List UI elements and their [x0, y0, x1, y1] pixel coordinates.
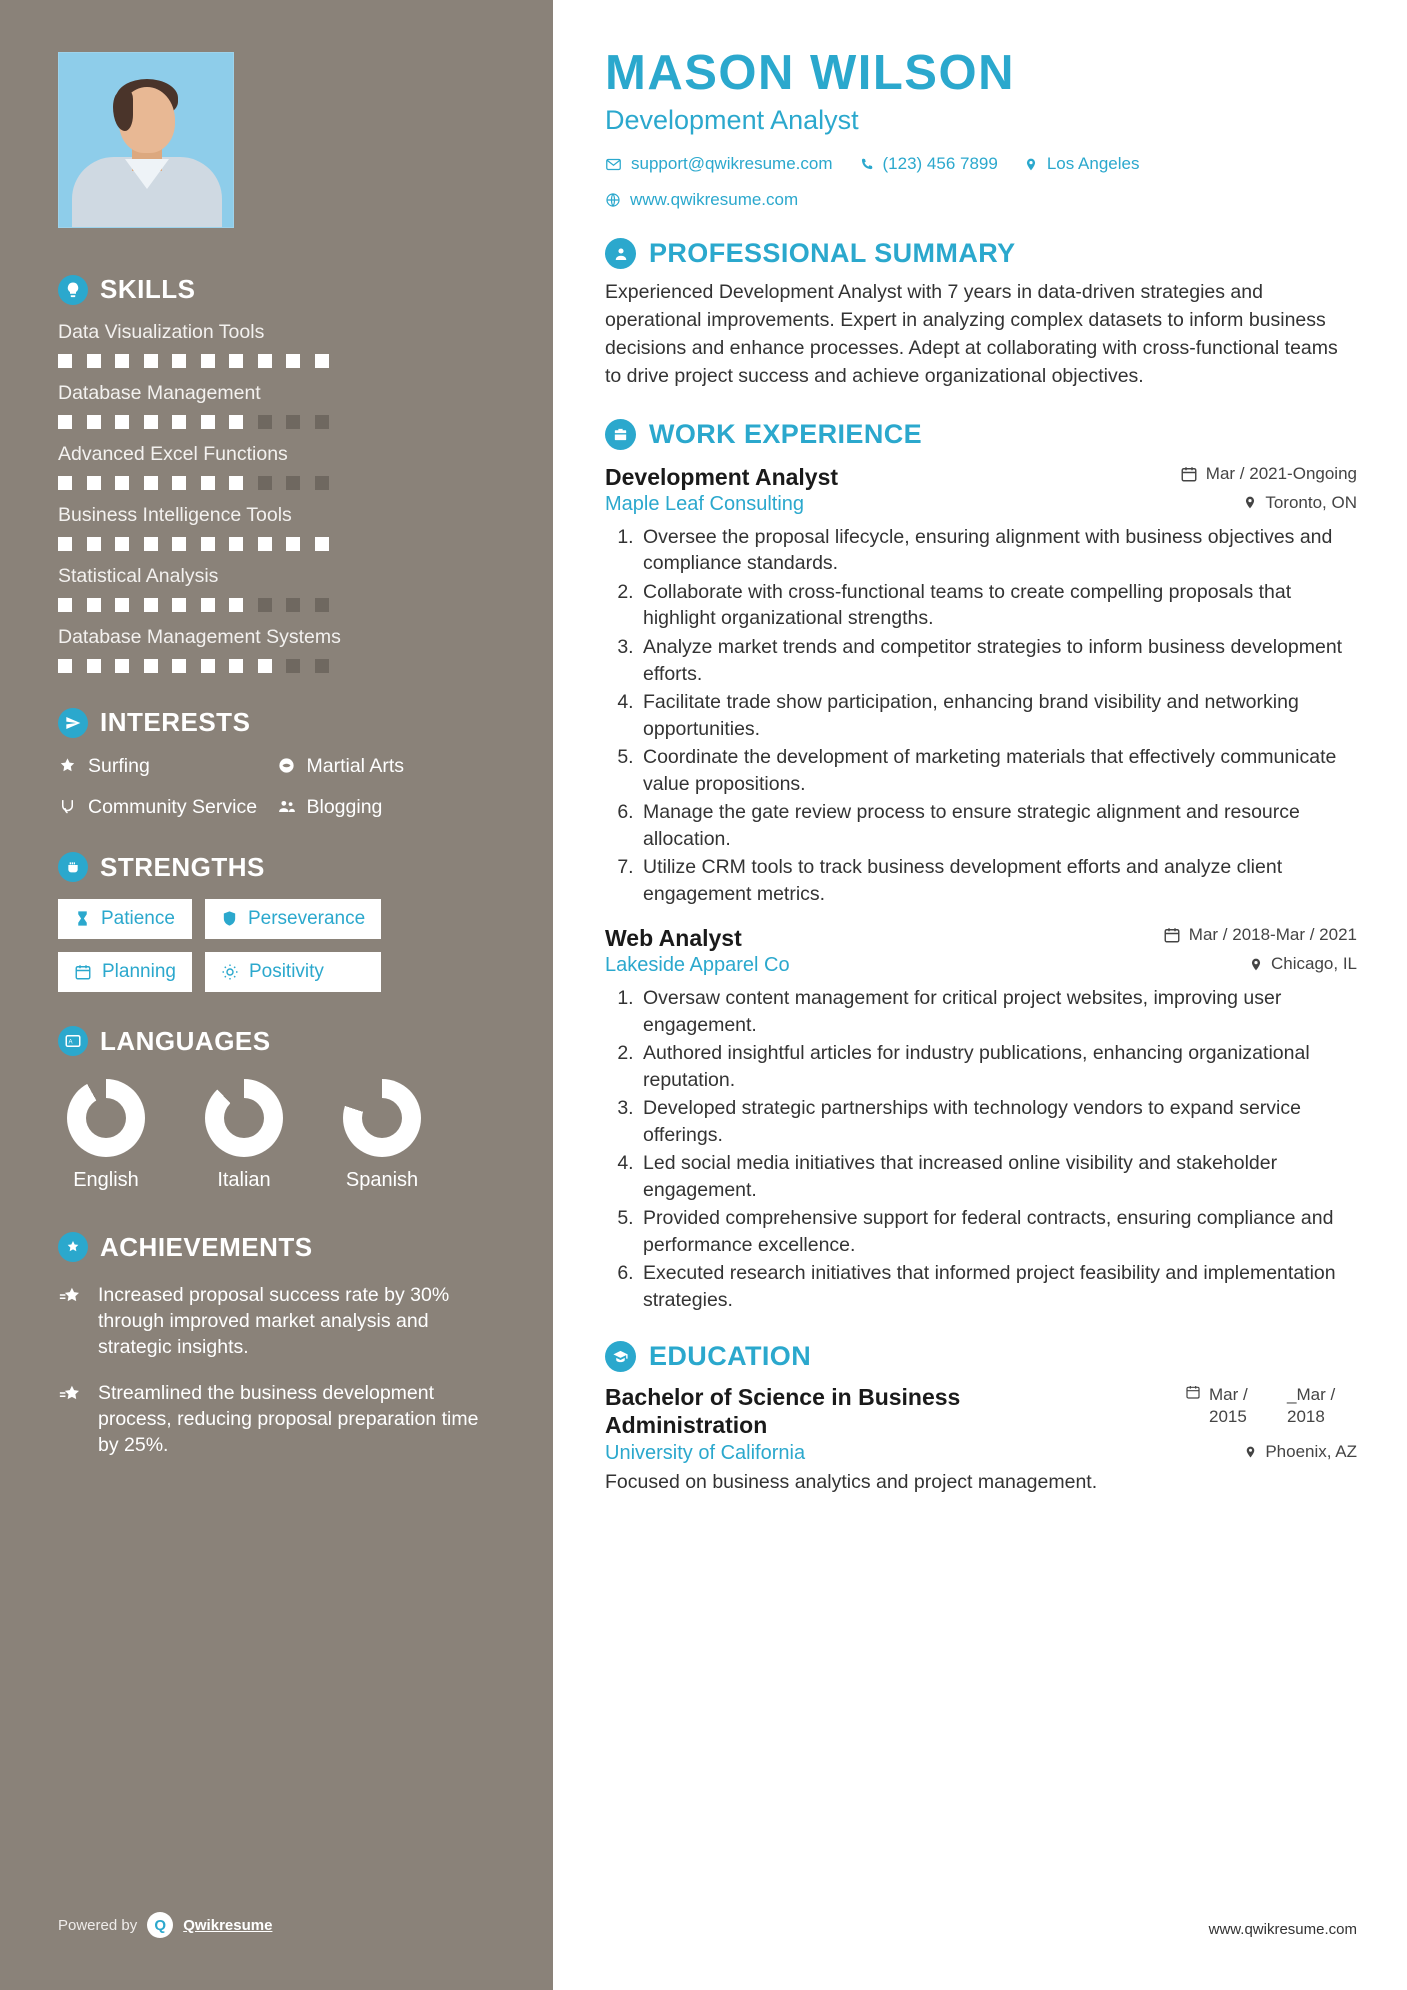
skill-rating-dot	[258, 598, 272, 612]
skill-rating-dot	[87, 476, 101, 490]
strength-item	[58, 899, 192, 939]
blogging-icon	[277, 797, 297, 816]
skill-rating-dot	[286, 659, 300, 673]
interests-list	[58, 754, 495, 820]
skill-name: Database Management	[58, 382, 261, 404]
skill-name: Statistical Analysis	[58, 565, 219, 587]
martial-arts-icon	[277, 756, 297, 775]
skill-name: Business Intelligence Tools	[58, 504, 292, 526]
skill-name: Data Visualization Tools	[58, 321, 265, 343]
job-bullet: 6. Executed research initiatives that informed project feasibility and implementation strategies.	[639, 1260, 1357, 1313]
skill-rating-dot	[229, 415, 243, 429]
education-location-text: Phoenix, AZ	[1265, 1441, 1357, 1461]
skill-rating-dot	[258, 415, 272, 429]
calendar-icon	[1180, 465, 1198, 483]
work-experience-list	[605, 464, 1357, 1313]
skill-item	[58, 321, 495, 368]
education-school-row	[605, 1442, 1357, 1465]
skill-rating-dot	[58, 415, 72, 429]
skill-rating-dot	[144, 354, 158, 368]
job-header	[605, 925, 1357, 952]
strengths-section-header	[58, 852, 495, 883]
contact-list	[605, 154, 1357, 210]
skill-rating-dot	[315, 598, 329, 612]
education-location	[1244, 1442, 1357, 1462]
powered-by	[58, 1912, 272, 1938]
skills-title: SKILLS	[100, 274, 196, 304]
skill-rating-dot	[229, 354, 243, 368]
achievements-section-header	[58, 1232, 495, 1263]
company-name: Maple Leaf Consulting	[605, 492, 805, 515]
education-entry-header	[605, 1384, 1357, 1439]
skill-rating-dot	[315, 476, 329, 490]
achievements-list	[58, 1283, 495, 1459]
skill-item	[58, 443, 495, 490]
skill-rating-dot	[172, 537, 186, 551]
skill-item	[58, 504, 495, 551]
languages-title: LANGUAGES	[100, 1025, 271, 1056]
education-section-header	[605, 1341, 1357, 1372]
skill-rating-dot	[172, 476, 186, 490]
job-bullet: 1. Oversee the proposal lifecycle, ensuring alignment with business objectives and compliance standards.	[639, 524, 1357, 577]
work-title: WORK EXPERIENCE	[649, 418, 923, 449]
skill-rating-dot	[115, 659, 129, 673]
contact-item[interactable]	[605, 190, 798, 210]
summary-text: Experienced Development Analyst with 7 years in data-driven strategies and operational improvements. Expert in analyzing complex datasets to inform business decisions and enhance processes. Adept at collaborating with cross-functional teams to drive project success and achieve organizational objectives.	[605, 281, 1338, 388]
contact-item[interactable]	[859, 154, 998, 174]
skill-rating-dot	[115, 476, 129, 490]
skill-rating-dot	[144, 537, 158, 551]
skill-rating-dot	[201, 354, 215, 368]
globe-icon	[605, 192, 621, 208]
job-location-text: Chicago, IL	[1271, 954, 1357, 974]
skill-rating-dot	[87, 659, 101, 673]
skill-rating	[58, 354, 495, 368]
job-bullet-list	[639, 524, 1357, 907]
location-icon	[1249, 956, 1263, 973]
fist-icon	[58, 852, 88, 882]
contact-text: Los Angeles	[1046, 154, 1140, 174]
avatar	[58, 52, 234, 228]
calendar-icon	[1163, 926, 1181, 944]
shield-icon	[221, 909, 238, 928]
skill-rating-dot	[286, 354, 300, 368]
education-end-date: _Mar / 2018	[1287, 1385, 1336, 1426]
main-content	[553, 0, 1407, 1990]
skill-rating-dot	[58, 659, 72, 673]
language-progress-ring	[205, 1079, 283, 1157]
work-section-header	[605, 419, 1357, 450]
skill-rating-dot	[258, 476, 272, 490]
job-header	[605, 464, 1357, 491]
skill-rating-dot	[286, 415, 300, 429]
skill-rating	[58, 415, 495, 429]
skill-rating-dot	[315, 659, 329, 673]
education-dates	[1185, 1384, 1357, 1427]
job-bullet: 1. Oversaw content management for critical project websites, improving user engagement.	[639, 985, 1357, 1038]
strength-item	[205, 952, 381, 992]
location-icon	[1244, 1444, 1257, 1460]
skill-rating-dot	[315, 354, 329, 368]
job-bullet-list	[639, 985, 1357, 1313]
strengths-list	[58, 899, 495, 992]
skill-rating-dot	[144, 415, 158, 429]
interest-label: Blogging	[306, 795, 383, 818]
user-circle-icon	[605, 238, 636, 269]
summary-section-header	[605, 238, 1357, 269]
language-item	[196, 1079, 292, 1192]
award-star-icon	[58, 1232, 88, 1262]
skill-rating-dot	[172, 598, 186, 612]
contact-item[interactable]	[1024, 154, 1140, 174]
skill-rating-dot	[229, 659, 243, 673]
languages-list	[58, 1079, 495, 1192]
skill-rating-dot	[58, 598, 72, 612]
skills-list	[58, 321, 495, 673]
school-name: University of California	[605, 1441, 806, 1464]
briefcase-icon	[605, 419, 636, 450]
job-location	[1249, 954, 1357, 974]
page-title: MASON WILSON	[605, 46, 1015, 100]
language-item	[58, 1079, 154, 1192]
job-dates	[1163, 925, 1357, 945]
calendar-icon	[1185, 1384, 1201, 1400]
achievement-item	[58, 1283, 495, 1361]
sun-icon	[221, 963, 239, 981]
job-bullet: 3. Developed strategic partnerships with technology vendors to expand service offerings.	[639, 1095, 1357, 1148]
work-experience-entry	[605, 925, 1357, 1313]
contact-item[interactable]	[605, 154, 833, 174]
powered-by-label: Powered by	[58, 1916, 138, 1934]
interest-item	[277, 795, 496, 820]
skill-rating-dot	[58, 354, 72, 368]
skill-rating-dot	[229, 537, 243, 551]
job-dates-text: Mar / 2018-Mar / 2021	[1188, 925, 1357, 945]
job-bullet: 4. Facilitate trade show participation, enhancing brand visibility and networking opportunities.	[639, 689, 1357, 742]
language-label: Italian	[217, 1168, 271, 1191]
skills-section-header	[58, 274, 495, 305]
work-experience-entry	[605, 464, 1357, 907]
education-title: EDUCATION	[649, 1341, 812, 1372]
skill-rating-dot	[115, 537, 129, 551]
job-bullet: 3. Analyze market trends and competitor strategies to inform business development efforts.	[639, 634, 1357, 687]
phone-icon	[859, 157, 874, 172]
skill-rating-dot	[87, 537, 101, 551]
skill-rating	[58, 476, 495, 490]
skill-rating-dot	[115, 354, 129, 368]
job-bullet: 2. Collaborate with cross-functional teams to create compelling proposals that highlight organizational strengths.	[639, 579, 1357, 632]
skill-rating-dot	[144, 659, 158, 673]
achievement-text: Streamlined the business development process, reducing proposal preparation time by 25%.	[98, 1381, 479, 1456]
degree-title: Bachelor of Science in Business Administration	[605, 1384, 961, 1438]
skill-rating-dot	[58, 537, 72, 551]
contact-text: support@qwikresume.com	[631, 154, 833, 174]
education-note: Focused on business analytics and project management.	[605, 1470, 1098, 1493]
interest-label: Surfing	[88, 755, 150, 777]
achievement-item	[58, 1381, 495, 1459]
skill-rating-dot	[201, 415, 215, 429]
skill-rating-dot	[258, 537, 272, 551]
language-label: English	[73, 1168, 139, 1191]
qwikresume-brand[interactable]: Qwikresume	[183, 1916, 273, 1934]
skill-rating-dot	[87, 415, 101, 429]
job-bullet: 2. Authored insightful articles for industry publications, enhancing organizational reputation.	[639, 1040, 1357, 1093]
job-bullet: 6. Manage the gate review process to ensure strategic alignment and resource allocation.	[639, 799, 1357, 852]
strength-item	[205, 899, 381, 939]
skill-rating-dot	[201, 476, 215, 490]
skill-rating-dot	[87, 354, 101, 368]
skill-rating-dot	[115, 415, 129, 429]
skill-rating-dot	[286, 598, 300, 612]
skill-rating-dot	[201, 659, 215, 673]
skill-rating-dot	[115, 598, 129, 612]
skill-rating-dot	[172, 354, 186, 368]
interest-label: Martial Arts	[306, 755, 405, 777]
achievement-star-icon	[58, 1285, 84, 1361]
language-progress-ring	[343, 1079, 421, 1157]
strength-item	[58, 952, 192, 992]
strength-label: Positivity	[248, 960, 324, 982]
skill-rating-dot	[201, 598, 215, 612]
graduation-icon	[605, 1341, 636, 1372]
achievement-text: Increased proposal success rate by 30% through improved market analysis and strategic insights.	[98, 1283, 450, 1358]
bulb-icon	[58, 275, 88, 305]
job-dates-text: Mar / 2021-Ongoing	[1205, 463, 1357, 483]
interest-label: Community Service	[88, 795, 258, 818]
job-bullet: 5. Coordinate the development of marketing materials that effectively communicate value propositions.	[639, 744, 1357, 797]
skill-rating-dot	[286, 476, 300, 490]
strength-label: Perseverance	[247, 907, 366, 929]
skill-rating-dot	[315, 415, 329, 429]
skill-item	[58, 626, 495, 673]
skill-rating-dot	[172, 659, 186, 673]
interest-item	[277, 754, 496, 779]
star-icon	[58, 756, 78, 775]
job-title: Development Analyst	[605, 463, 839, 490]
skill-rating	[58, 659, 495, 673]
interests-title: INTERESTS	[100, 707, 251, 737]
footer-website[interactable]: www.qwikresume.com	[1208, 1921, 1357, 1938]
skill-rating-dot	[315, 537, 329, 551]
skill-name: Advanced Excel Functions	[58, 443, 288, 465]
job-subheader	[605, 493, 1357, 516]
skill-rating-dot	[258, 354, 272, 368]
job-bullet: 5. Provided comprehensive support for federal contracts, ensuring compliance and performance excellence.	[639, 1205, 1357, 1258]
skill-rating	[58, 537, 495, 551]
skill-rating	[58, 598, 495, 612]
interest-item	[58, 795, 277, 820]
company-name: Lakeside Apparel Co	[605, 954, 790, 977]
job-location	[1243, 493, 1357, 513]
job-dates	[1180, 464, 1357, 484]
skill-rating-dot	[58, 476, 72, 490]
skill-rating-dot	[87, 598, 101, 612]
achievements-title: ACHIEVEMENTS	[100, 1231, 313, 1262]
skill-item	[58, 382, 495, 429]
interests-section-header	[58, 707, 495, 738]
job-bullet: 4. Led social media initiatives that increased online visibility and stakeholder engagement.	[639, 1150, 1357, 1203]
strength-label: Planning	[102, 960, 176, 982]
skill-rating-dot	[286, 537, 300, 551]
skill-rating-dot	[144, 476, 158, 490]
contact-text: (123) 456 7899	[882, 154, 998, 174]
skill-rating-dot	[229, 476, 243, 490]
skill-rating-dot	[172, 415, 186, 429]
qwikresume-logo-icon: Q	[147, 1912, 173, 1938]
language-progress-ring	[67, 1079, 145, 1157]
mail-icon	[605, 156, 622, 173]
job-subheader	[605, 954, 1357, 977]
interest-item	[58, 754, 277, 779]
location-icon	[1243, 494, 1257, 511]
strengths-title: STRENGTHS	[100, 851, 265, 882]
education-start-date: Mar / 2015	[1209, 1385, 1248, 1426]
location-icon	[1024, 156, 1038, 173]
hourglass-icon	[74, 909, 91, 928]
job-bullet: 7. Utilize CRM tools to track business development efforts and analyze client engagement metrics.	[639, 854, 1357, 907]
skill-rating-dot	[258, 659, 272, 673]
skill-rating-dot	[201, 537, 215, 551]
achievement-star-icon	[58, 1383, 84, 1459]
summary-title: PROFESSIONAL SUMMARY	[649, 238, 1016, 269]
language-label: Spanish	[345, 1168, 419, 1191]
skill-rating-dot	[144, 598, 158, 612]
sidebar	[0, 0, 553, 1990]
job-location-text: Toronto, ON	[1265, 492, 1357, 512]
job-title: Web Analyst	[605, 925, 742, 952]
calendar-icon	[74, 963, 92, 981]
job-role-subtitle: Development Analyst	[605, 105, 859, 136]
hand-heart-icon	[58, 797, 78, 816]
language-icon	[58, 1026, 88, 1056]
svg-text:A: A	[68, 1039, 73, 1046]
contact-text: www.qwikresume.com	[630, 190, 799, 210]
language-item	[334, 1079, 430, 1192]
languages-section-header	[58, 1026, 495, 1057]
skill-item	[58, 565, 495, 612]
skill-name: Database Management Systems	[58, 626, 341, 648]
strength-label: Patience	[101, 907, 175, 929]
send-icon	[58, 708, 88, 738]
skill-rating-dot	[229, 598, 243, 612]
